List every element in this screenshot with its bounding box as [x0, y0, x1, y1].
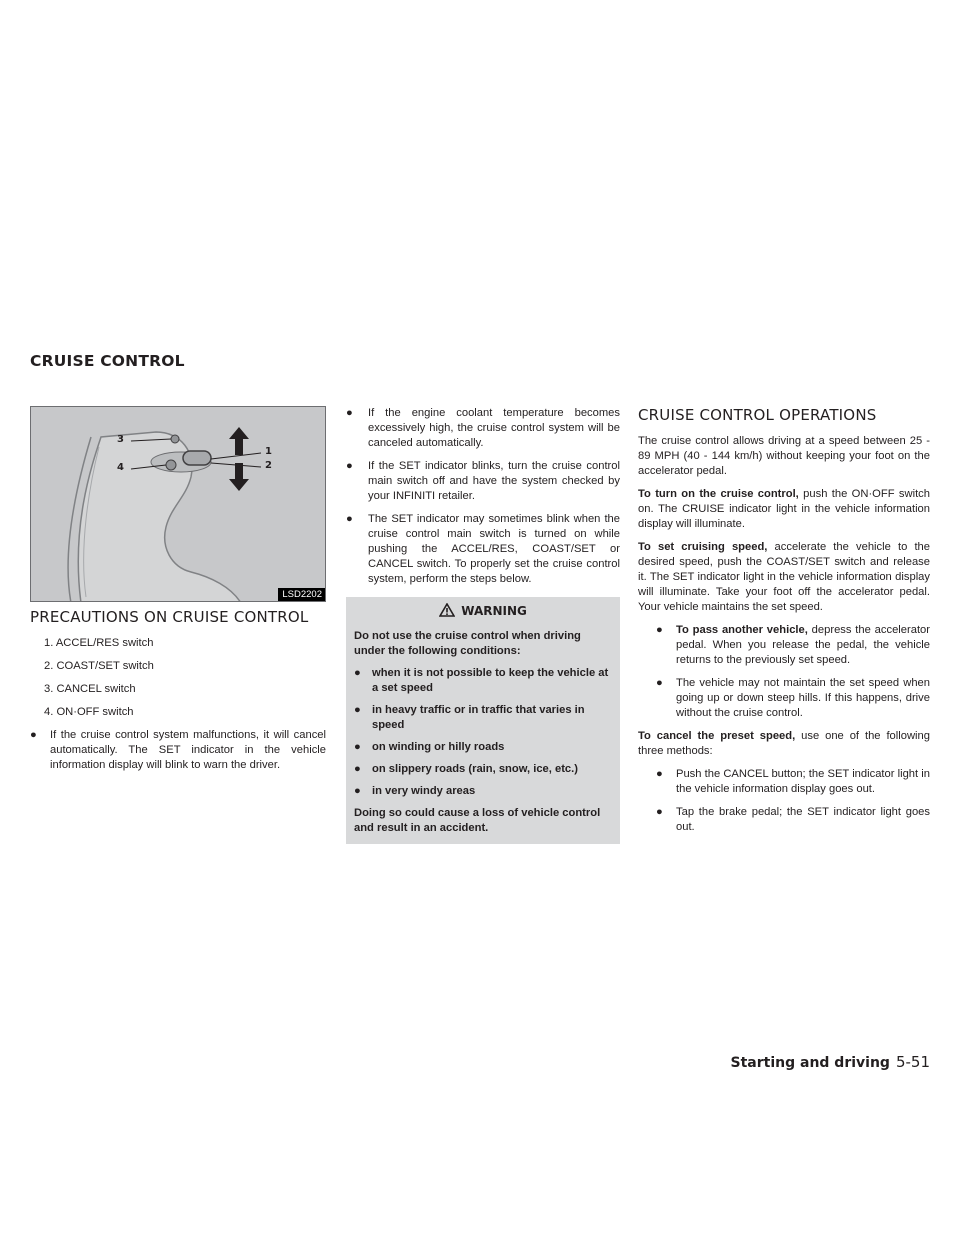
warning-bullet: ● on winding or hilly roads — [354, 741, 505, 753]
warning-box — [346, 597, 620, 844]
operations-intro: The cruise control allows driving at a speed between 25 - 89 MPH (40 - 144 km/h) without keeping your foot on the accelerator pedal. — [638, 435, 930, 477]
cancel-method-bullet: ● Tap the brake pedal; the SET indicator light goes out. — [656, 806, 930, 833]
switch-list — [30, 636, 326, 720]
warning-bullet: ● in heavy traffic or in traffic that varies in speed — [354, 704, 585, 731]
precaution-bullet: ● If the SET indicator blinks, turn the cruise control main switch off and have the system checked by your INFINITI retailer. — [346, 460, 620, 502]
switch-item: 2. COAST/SET switch — [44, 660, 154, 672]
callout-4: 4 — [117, 462, 124, 473]
figure-code: LSD2202 — [278, 588, 325, 601]
operations-column — [638, 406, 930, 843]
warning-outro: Doing so could cause a loss of vehicle control and result in an accident. — [354, 807, 601, 834]
chapter-name: Starting and driving — [730, 1055, 890, 1071]
warning-triangle-icon — [439, 603, 455, 617]
cancel-paragraph: To cancel the preset speed, use one of the following three methods: — [638, 730, 930, 757]
warning-bullet: ● on slippery roads (rain, snow, ice, etc.) — [354, 763, 578, 775]
bullet-icon: ● — [346, 513, 353, 525]
warning-header — [354, 603, 612, 619]
steering-wheel-illustration — [31, 407, 326, 602]
operations-heading: CRUISE CONTROL OPERATIONS — [638, 406, 877, 424]
bullet-icon: ● — [346, 460, 353, 472]
warning-title: WARNING — [461, 604, 527, 618]
page-footer — [731, 1053, 930, 1071]
switch-item: 1. ACCEL/RES switch — [44, 637, 154, 649]
cruise-switch-figure — [30, 406, 326, 602]
precaution-bullet: ● If the cruise control system malfunctions, it will cancel automatically. The SET indicator in the vehicle information display will blink to warn the driver. — [30, 729, 326, 771]
precautions-heading: PRECAUTIONS ON CRUISE CONTROL — [30, 608, 309, 626]
warning-bullet: ● in very windy areas — [354, 785, 476, 797]
bullet-icon: ● — [656, 768, 663, 780]
precautions-column — [30, 608, 326, 781]
callout-1: 1 — [265, 446, 272, 457]
operations-bullet: ● To pass another vehicle, depress the accelerator pedal. When you release the pedal, the vehicle returns to the previously set speed. — [656, 624, 930, 666]
bullet-icon: ● — [354, 763, 361, 775]
bullet-icon: ● — [30, 729, 37, 741]
warning-bullet: ● when it is not possible to keep the vehicle at a set speed — [354, 667, 609, 694]
cancel-method-bullet: ● Push the CANCEL button; the SET indicator light in the vehicle information display goes out. — [656, 768, 930, 795]
bullet-icon: ● — [656, 624, 663, 636]
bullet-icon: ● — [354, 785, 361, 797]
precaution-bullet: ● If the engine coolant temperature becomes excessively high, the cruise control system will be canceled automatically. — [346, 407, 620, 449]
switch-item: 4. ON·OFF switch — [44, 706, 134, 718]
bullet-icon: ● — [354, 704, 361, 716]
turn-on-paragraph: To turn on the cruise control, push the ON·OFF switch on. The CRUISE indicator light in the vehicle information display will illuminate. — [638, 488, 930, 530]
bullet-icon: ● — [656, 677, 663, 689]
callout-2: 2 — [265, 460, 272, 471]
bullet-icon: ● — [656, 806, 663, 818]
warning-intro: Do not use the cruise control when driving under the following conditions: — [354, 630, 581, 657]
precautions-continued-column — [346, 406, 620, 844]
callout-3: 3 — [117, 434, 124, 445]
switch-item: 3. CANCEL switch — [44, 683, 136, 695]
bullet-icon: ● — [354, 741, 361, 753]
bullet-icon: ● — [354, 667, 361, 679]
section-title: CRUISE CONTROL — [30, 352, 185, 370]
page-number: 5-51 — [895, 1053, 930, 1071]
precaution-bullet: ● The SET indicator may sometimes blink when the cruise control main switch is turned on while pushing the ACCEL/RES, COAST/SET or CANCEL switch. To properly set the cruise control system, perform the steps below. — [346, 513, 620, 585]
bullet-icon: ● — [346, 407, 353, 419]
set-speed-paragraph: To set cruising speed, accelerate the vehicle to the desired speed, push the COAST/SET switch and release it. The SET indicator light in the vehicle information display will illuminate. Take your foot off the accelerator pedal. Your vehicle maintains the set speed. — [638, 541, 930, 613]
operations-bullet: ● The vehicle may not maintain the set speed when going up or down steep hills. If this happens, drive without the cruise control. — [656, 677, 930, 719]
